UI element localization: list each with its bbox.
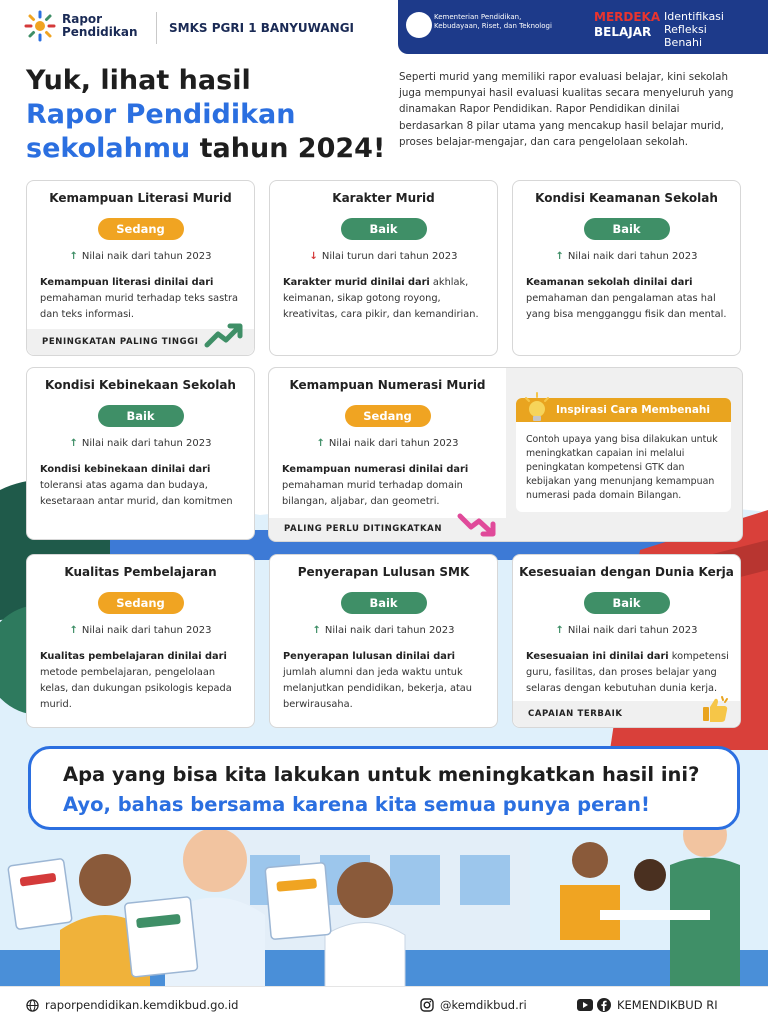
card-keamanan[interactable] [512, 180, 741, 356]
discussion-callout [28, 746, 740, 830]
merdeka-belajar-logo [594, 10, 660, 40]
logo-line-2: Pendidikan [62, 25, 138, 39]
tip-header [516, 398, 731, 422]
card-description-bold: Kondisi kebinekaan dinilai dari [40, 464, 211, 475]
card-description [282, 462, 487, 510]
callout-answer: Ayo, bahas bersama karena kita semua punya peran! [63, 793, 650, 816]
card-description-rest: pemahaman dan pengalaman atas hal yang bisa mengganggu fisik dan mental. [526, 293, 727, 320]
tip-panel [516, 398, 731, 512]
rapor-pendidikan-logo [24, 10, 138, 42]
card-description-bold: Kualitas pembelajaran dinilai dari [40, 651, 227, 662]
card-dunia-kerja[interactable] [512, 554, 741, 728]
instagram-link[interactable] [420, 998, 527, 1012]
trend-text [27, 625, 254, 636]
channel-name: KEMENDIKBUD RI [617, 998, 718, 1012]
arrow-up-icon: ↑ [69, 625, 78, 636]
card-title: Kualitas Pembelajaran [64, 565, 217, 579]
status-badge: Baik [98, 405, 184, 427]
tip-body: Contoh upaya yang bisa dilakukan untuk meningkatkan capaian ini melalui peningkatan kompetensi GTK dan kebijakan yang menunjang kemampuan numerasi pada domain Bilangan. [526, 434, 718, 501]
status-badge: Baik [584, 592, 670, 614]
facebook-icon [597, 998, 611, 1012]
card-title: Kemampuan Numerasi Murid [289, 378, 486, 392]
card-kualitas-pembelajaran[interactable] [26, 554, 255, 728]
status-badge: Baik [341, 592, 427, 614]
status-badge: Baik [584, 218, 670, 240]
tut-wuri-handayani-icon [406, 12, 432, 38]
card-literasi[interactable] [26, 180, 255, 356]
hero-title [26, 64, 386, 166]
arrow-up-icon: ↑ [316, 438, 325, 449]
trend-up-icon [204, 321, 244, 349]
card-description-bold: Kesesuaian ini dinilai dari [526, 651, 669, 662]
card-description [40, 649, 245, 713]
card-karakter[interactable] [269, 180, 498, 356]
irb-logo [664, 10, 724, 49]
website-link[interactable] [26, 998, 238, 1012]
sun-logo-icon [24, 10, 56, 42]
thumbs-up-icon [700, 695, 730, 725]
hero-line-3 [26, 132, 386, 166]
arrow-up-icon: ↑ [69, 438, 78, 449]
card-footer [27, 329, 254, 355]
card-description-bold: Keamanan sekolah dinilai dari [526, 277, 693, 288]
globe-icon [26, 999, 39, 1012]
belajar-line: BELAJAR [594, 25, 652, 39]
ministry-name: Kementerian Pendidikan, Kebudayaan, Riset, dan Teknologi [434, 13, 552, 30]
trend-label: Nilai naik dari tahun 2023 [324, 625, 455, 636]
status-badge: Sedang [345, 405, 431, 427]
youtube-icon [577, 999, 593, 1011]
arrow-down-icon: ↓ [309, 251, 318, 262]
tip-title: Inspirasi Cara Membenahi [556, 404, 711, 416]
social-channel-link[interactable] [577, 998, 718, 1012]
callout-question: Apa yang bisa kita lakukan untuk meningkatkan hasil ini? [63, 763, 700, 786]
card-description [40, 462, 245, 510]
card-description [526, 275, 731, 323]
card-description-bold: Kemampuan literasi dinilai dari [40, 277, 214, 288]
merdeka-line: MERDEKA [594, 10, 661, 24]
card-description [40, 275, 245, 323]
card-description-rest: pemahaman murid terhadap domain bilangan, aljabar, dan geometri. [282, 480, 463, 507]
card-title: Karakter Murid [332, 191, 435, 205]
trend-text [27, 251, 254, 262]
irb-line-3: Benahi [664, 36, 703, 49]
trend-text [270, 251, 497, 262]
card-description-rest: kompetensi guru, fasilitas, dan proses belajar yang selaras dengan kebutuhan dunia kerja. [526, 651, 729, 694]
card-description-rest: metode pembelajaran, pengelolaan kelas, dan dukungan psikologis kepada murid. [40, 667, 232, 710]
card-title: Kesesuaian dengan Dunia Kerja [519, 565, 734, 579]
school-name: SMKS PGRI 1 BANYUWANGI [156, 12, 354, 44]
trend-label: Nilai naik dari tahun 2023 [81, 251, 212, 262]
government-banner [398, 0, 768, 54]
website-url: raporpendidikan.kemdikbud.go.id [45, 998, 239, 1012]
card-title: Kemampuan Literasi Murid [49, 191, 232, 205]
card-description-rest: akhlak, keimanan, sikap gotong royong, kreativitas, cara pikir, dan kemandirian. [283, 277, 479, 320]
trend-label: Nilai naik dari tahun 2023 [567, 251, 698, 262]
card-title: Penyerapan Lulusan SMK [297, 565, 470, 579]
trend-label: Nilai naik dari tahun 2023 [567, 625, 698, 636]
trend-text [270, 625, 497, 636]
arrow-up-icon: ↑ [312, 625, 321, 636]
card-description-bold: Kemampuan numerasi dinilai dari [282, 464, 469, 475]
hero-line-3-blue: sekolahmu [26, 133, 191, 164]
hero-description: Seperti murid yang memiliki rapor evaluasi belajar, kini sekolah juga mempunyai hasil evaluasi kualitas secara menyeluruh yang dinamakan Rapor Pendidikan. Rapor Pendidikan dinilai berdasarkan 8 pilar utama yang mencakup hasil belajar murid, proses belajar-mengajar, dan cara pengelolaan sekolah. [399, 71, 734, 148]
trend-down-icon [457, 512, 497, 538]
card-title: Kondisi Keamanan Sekolah [535, 191, 718, 205]
status-badge: Sedang [98, 218, 184, 240]
status-badge: Baik [341, 218, 427, 240]
trend-text [513, 251, 740, 262]
card-description-rest: pemahaman murid terhadap teks sastra dan teks informasi. [40, 293, 239, 320]
card-kebinekaan[interactable] [26, 367, 255, 540]
card-description [283, 649, 488, 713]
logo-line-1: Rapor [62, 12, 103, 26]
trend-label: Nilai naik dari tahun 2023 [81, 625, 212, 636]
card-numerasi[interactable] [268, 367, 743, 542]
card-description-rest: toleransi atas agama dan budaya, kesetaraan antar murid, dan komitmen [40, 480, 233, 507]
footer [0, 986, 768, 1024]
arrow-up-icon: ↑ [555, 251, 564, 262]
trend-label: Nilai naik dari tahun 2023 [328, 438, 459, 449]
irb-line-1: Identifikasi [664, 10, 724, 23]
hero-line-3-rest: tahun 2024! [190, 133, 386, 164]
card-title: Kondisi Kebinekaan Sekolah [45, 378, 236, 392]
trend-label: Nilai turun dari tahun 2023 [321, 251, 458, 262]
card-footer [513, 701, 740, 727]
lightbulb-icon [522, 392, 552, 424]
card-description-rest: jumlah alumni dan jeda waktu untuk melanjutkan pendidikan, bekerja, atau berwirausaha. [283, 667, 473, 710]
card-penyerapan-lulusan[interactable] [269, 554, 498, 728]
hero-line-1: Yuk, lihat hasil [26, 65, 251, 96]
arrow-up-icon: ↑ [69, 251, 78, 262]
hero-line-2: Rapor Pendidikan [26, 99, 296, 130]
trend-text [269, 438, 506, 449]
trend-text [27, 438, 254, 449]
card-description-bold: Karakter murid dinilai dari [283, 277, 430, 288]
card-description [526, 649, 731, 697]
card-description-bold: Penyerapan lulusan dinilai dari [283, 651, 456, 662]
irb-line-2: Refleksi [664, 23, 707, 36]
instagram-handle: @kemdikbud.ri [440, 998, 527, 1012]
status-badge: Sedang [98, 592, 184, 614]
header [0, 0, 768, 58]
instagram-icon [420, 998, 434, 1012]
footer-label: PALING PERLU DITINGKATKAN [284, 524, 443, 534]
card-description [283, 275, 488, 323]
trend-label: Nilai naik dari tahun 2023 [81, 438, 212, 449]
trend-text [513, 625, 740, 636]
footer-label: CAPAIAN TERBAIK [528, 709, 623, 719]
arrow-up-icon: ↑ [555, 625, 564, 636]
footer-label: PENINGKATAN PALING TINGGI [42, 337, 199, 347]
